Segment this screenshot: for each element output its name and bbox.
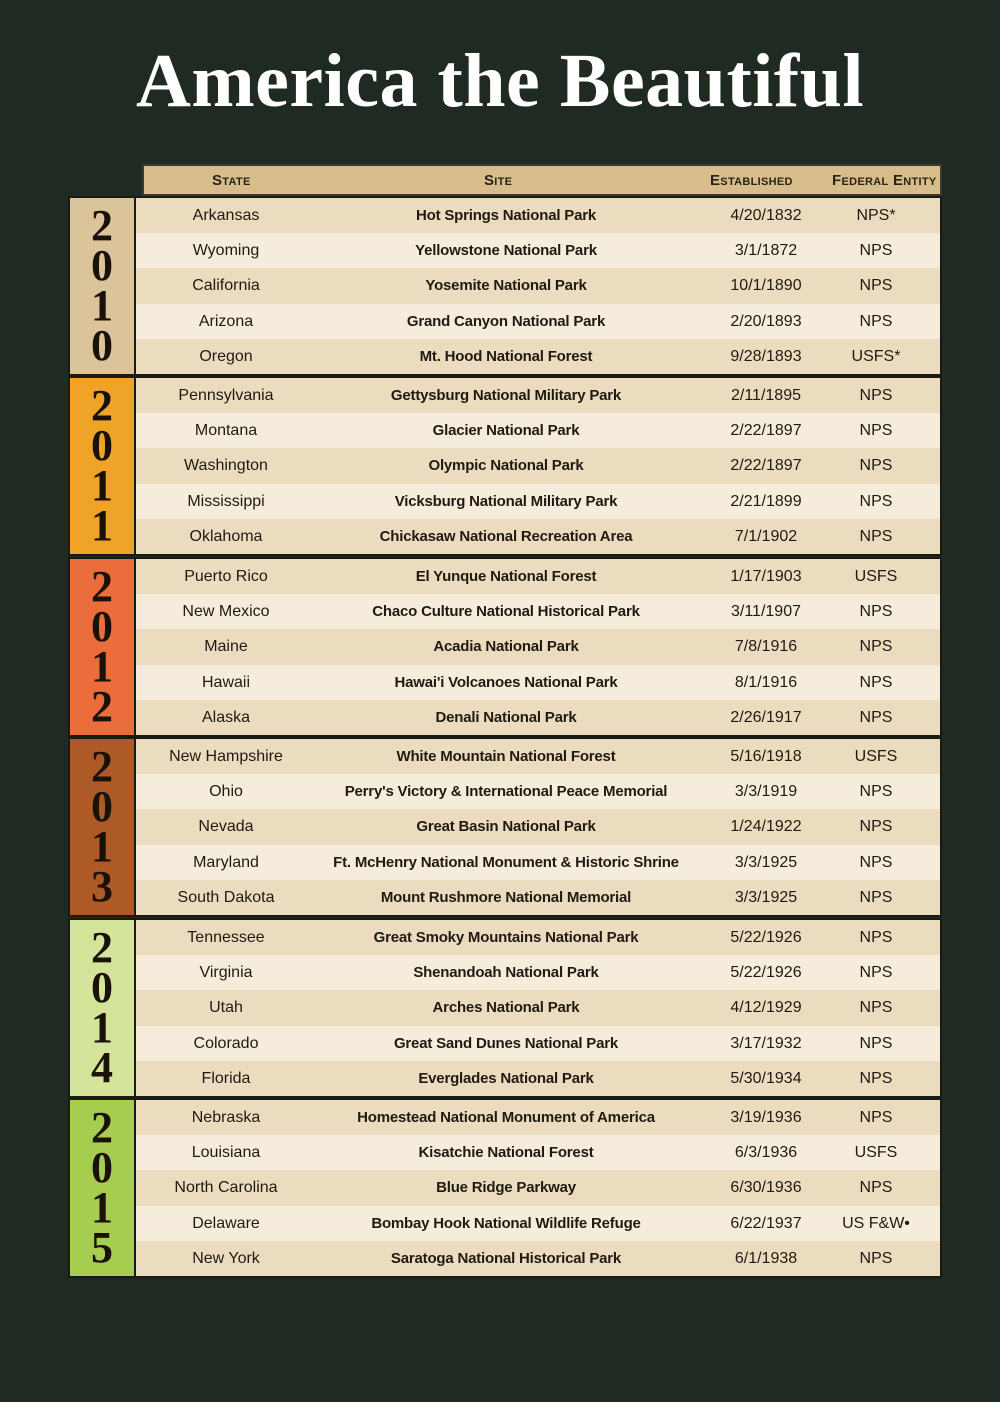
- federal-entity-cell: NPS: [859, 1034, 893, 1052]
- state-cell: North Carolina: [174, 1179, 278, 1197]
- state-cell: Ohio: [209, 783, 243, 801]
- established-cell: 2/20/1893: [730, 312, 802, 330]
- site-cell: Mount Rushmore National Memorial: [380, 888, 632, 906]
- federal-entity-cell: NPS: [859, 312, 893, 330]
- table-row: [136, 739, 940, 774]
- federal-entity-cell: US F&W•: [842, 1214, 910, 1232]
- year-digit: 2: [91, 1103, 113, 1152]
- state-cell: Delaware: [192, 1214, 260, 1232]
- state-cell: Puerto Rico: [184, 568, 268, 585]
- site-cell: Hot Springs National Park: [415, 207, 597, 224]
- federal-entity-cell: USFS: [854, 568, 898, 585]
- year-label-2012: [70, 559, 136, 735]
- state-cell: Arizona: [198, 312, 254, 330]
- table-row: [136, 1170, 940, 1205]
- site-cell: Saratoga National Historical Park: [390, 1249, 622, 1267]
- table-header: [142, 164, 942, 196]
- site-cell: Hawai'i Volcanoes National Park: [394, 673, 618, 691]
- site-cell: Grand Canyon National Park: [406, 312, 606, 330]
- site-cell: Vicksburg National Military Park: [394, 492, 618, 510]
- table-row: [136, 559, 940, 594]
- site-cell: Acadia National Park: [433, 638, 579, 656]
- year-digit: 0: [91, 421, 113, 470]
- established-cell: 6/3/1936: [734, 1144, 798, 1162]
- table-row: [136, 484, 940, 519]
- year-digit: 0: [91, 602, 113, 651]
- site-cell: Olympic National Park: [428, 457, 584, 475]
- table-row: [136, 1241, 940, 1276]
- state-cell: Maryland: [193, 853, 259, 871]
- established-cell: 3/19/1936: [730, 1109, 802, 1126]
- year-digit: 1: [91, 1183, 113, 1232]
- year-digit: 2: [91, 682, 113, 731]
- table-row: [136, 378, 940, 413]
- table-row: [136, 955, 940, 990]
- established-cell: 8/1/1916: [734, 673, 798, 691]
- year-digit: 2: [91, 562, 113, 611]
- year-block-2015: [68, 1098, 942, 1278]
- year-digit: 2: [91, 201, 113, 250]
- site-cell: Bombay Hook National Wildlife Refuge: [371, 1214, 641, 1232]
- year-digit: 5: [91, 1223, 113, 1272]
- page-title: America the Beautiful: [135, 39, 865, 123]
- state-cell: Hawaii: [201, 673, 250, 691]
- year-digit: 2: [91, 742, 113, 791]
- federal-entity-cell: NPS: [859, 1249, 893, 1267]
- federal-entity-cell: NPS: [859, 964, 893, 982]
- year-digit: 0: [91, 321, 113, 370]
- federal-entity-cell: NPS: [859, 527, 893, 545]
- federal-entity-cell: NPS: [859, 1069, 893, 1087]
- established-cell: 5/22/1926: [730, 929, 802, 946]
- established-cell: 3/3/1919: [734, 783, 798, 801]
- state-cell: Nebraska: [191, 1109, 261, 1126]
- established-cell: 5/30/1934: [730, 1069, 802, 1087]
- year-digit: 1: [91, 501, 113, 550]
- established-cell: 5/22/1926: [730, 964, 802, 982]
- table-row: [136, 448, 940, 483]
- table-row: [136, 594, 940, 629]
- established-cell: 5/16/1918: [730, 748, 802, 765]
- site-cell: Glacier National Park: [432, 422, 580, 440]
- federal-entity-cell: NPS: [859, 277, 893, 295]
- established-cell: 6/22/1937: [730, 1214, 802, 1232]
- state-cell: Alaska: [201, 708, 251, 726]
- year-digit: 1: [91, 1003, 113, 1052]
- table-row: [136, 774, 940, 809]
- site-cell: Shenandoah National Park: [413, 964, 599, 982]
- state-cell: Florida: [201, 1069, 251, 1087]
- year-digit: 2: [91, 381, 113, 430]
- year-digit: 2: [91, 923, 113, 972]
- federal-entity-cell: NPS: [859, 638, 893, 656]
- header-site: Site: [484, 172, 513, 189]
- year-digit: 0: [91, 241, 113, 290]
- federal-entity-cell: USFS: [854, 1144, 898, 1162]
- state-cell: New York: [192, 1249, 260, 1267]
- established-cell: 1/17/1903: [730, 568, 802, 585]
- state-cell: Colorado: [193, 1034, 259, 1052]
- state-cell: California: [192, 277, 260, 295]
- table-row: [136, 845, 940, 880]
- state-cell: New Hampshire: [169, 748, 283, 765]
- established-cell: 2/11/1895: [731, 387, 801, 404]
- site-cell: Mt. Hood National Forest: [419, 347, 593, 365]
- established-cell: 2/22/1897: [730, 457, 802, 475]
- established-cell: 1/24/1922: [730, 818, 802, 836]
- year-label-2010: [70, 198, 136, 374]
- federal-entity-cell: NPS: [859, 457, 893, 475]
- year-digit: 4: [91, 1043, 113, 1092]
- established-cell: 3/3/1925: [734, 888, 798, 906]
- established-cell: 3/11/1907: [731, 603, 801, 621]
- state-cell: Louisiana: [191, 1144, 261, 1162]
- year-digit: 3: [91, 862, 113, 911]
- site-cell: Gettysburg National Military Park: [390, 387, 622, 404]
- federal-entity-cell: NPS: [859, 1179, 893, 1197]
- federal-entity-cell: NPS: [859, 1109, 893, 1126]
- year-block-2014: [68, 918, 942, 1098]
- state-cell: New Mexico: [182, 603, 270, 621]
- state-cell: Arkansas: [192, 207, 260, 224]
- site-cell: Chickasaw National Recreation Area: [379, 527, 633, 545]
- state-cell: Tennessee: [187, 929, 265, 946]
- established-cell: 3/1/1872: [734, 242, 798, 260]
- header-federal-entity: Federal Entity: [832, 172, 937, 189]
- federal-entity-cell: NPS: [859, 999, 893, 1017]
- state-cell: Washington: [184, 457, 268, 475]
- site-cell: Ft. McHenry National Monument & Historic Shrine: [333, 853, 679, 871]
- site-cell: Great Basin National Park: [416, 818, 596, 836]
- state-cell: Maine: [204, 638, 248, 656]
- year-digit: 0: [91, 963, 113, 1012]
- year-label-2011: [70, 378, 136, 554]
- federal-entity-cell: NPS: [859, 242, 893, 260]
- table-row: [136, 1026, 940, 1061]
- state-cell: Nevada: [198, 818, 254, 836]
- site-cell: White Mountain National Forest: [396, 748, 616, 765]
- established-cell: 7/8/1916: [734, 638, 798, 656]
- table-row: [136, 880, 940, 915]
- year-block-2010: [68, 196, 942, 376]
- year-digit: 1: [91, 822, 113, 871]
- year-label-2015: [70, 1100, 136, 1276]
- site-cell: Blue Ridge Parkway: [436, 1179, 576, 1197]
- site-cell: El Yunque National Forest: [415, 568, 597, 585]
- established-cell: 4/20/1832: [730, 207, 802, 224]
- table-row: [136, 339, 940, 374]
- table-row: [136, 700, 940, 735]
- state-cell: Montana: [194, 422, 258, 440]
- established-cell: 10/1/1890: [730, 277, 802, 295]
- table-row: [136, 519, 940, 554]
- site-cell: Perry's Victory & International Peace Memorial: [344, 783, 668, 801]
- site-cell: Yosemite National Park: [425, 277, 587, 295]
- header-established: Established: [710, 172, 793, 189]
- table-row: [136, 1206, 940, 1241]
- site-cell: Everglades National Park: [418, 1069, 594, 1087]
- state-cell: Oregon: [199, 347, 253, 365]
- state-cell: Virginia: [199, 964, 253, 982]
- header-state: State: [212, 172, 251, 189]
- state-cell: Pennsylvania: [178, 387, 274, 404]
- table-row: [136, 1135, 940, 1170]
- year-block-2013: [68, 737, 942, 917]
- federal-entity-cell: NPS: [859, 422, 893, 440]
- site-cell: Kisatchie National Forest: [418, 1144, 594, 1162]
- table-row: [136, 413, 940, 448]
- federal-entity-cell: USFS*: [851, 347, 901, 365]
- federal-entity-cell: NPS: [859, 818, 893, 836]
- site-cell: Great Sand Dunes National Park: [393, 1034, 619, 1052]
- state-cell: Wyoming: [192, 242, 260, 260]
- year-block-2012: [68, 557, 942, 737]
- table-row: [136, 665, 940, 700]
- site-cell: Arches National Park: [432, 999, 580, 1017]
- year-digit: 1: [91, 281, 113, 330]
- state-cell: Mississippi: [187, 492, 265, 510]
- state-cell: Utah: [209, 999, 243, 1017]
- state-cell: Oklahoma: [189, 527, 263, 545]
- established-cell: 9/28/1893: [730, 347, 802, 365]
- federal-entity-cell: NPS: [859, 853, 893, 871]
- site-cell: Homestead National Monument of America: [357, 1109, 655, 1126]
- established-cell: 2/26/1917: [730, 708, 802, 726]
- table-row: [136, 629, 940, 664]
- state-cell: South Dakota: [177, 888, 275, 906]
- year-digit: 1: [91, 461, 113, 510]
- established-cell: 3/3/1925: [734, 853, 798, 871]
- site-cell: Chaco Culture National Historical Park: [372, 603, 640, 621]
- year-label-2013: [70, 739, 136, 915]
- table-row: [136, 1061, 940, 1096]
- table-row: [136, 268, 940, 303]
- year-block-2011: [68, 376, 942, 556]
- year-digit: 1: [91, 642, 113, 691]
- table-row: [136, 990, 940, 1025]
- federal-entity-cell: NPS: [859, 603, 893, 621]
- table-row: [136, 198, 940, 233]
- table-row: [136, 233, 940, 268]
- federal-entity-cell: NPS: [859, 492, 893, 510]
- established-cell: 4/12/1929: [730, 999, 802, 1017]
- federal-entity-cell: USFS: [854, 748, 898, 765]
- federal-entity-cell: NPS: [859, 783, 893, 801]
- table-row: [136, 809, 940, 844]
- table-row: [136, 304, 940, 339]
- year-label-2014: [70, 920, 136, 1096]
- established-cell: 6/30/1936: [730, 1179, 802, 1197]
- established-cell: 6/1/1938: [734, 1249, 798, 1267]
- established-cell: 3/17/1932: [730, 1034, 802, 1052]
- federal-entity-cell: NPS: [859, 888, 893, 906]
- site-cell: Yellowstone National Park: [415, 242, 597, 260]
- table-row: [136, 1100, 940, 1135]
- federal-entity-cell: NPS: [859, 929, 893, 946]
- site-cell: Denali National Park: [435, 708, 577, 726]
- federal-entity-cell: NPS: [859, 387, 893, 404]
- year-digit: 0: [91, 1143, 113, 1192]
- federal-entity-cell: NPS*: [856, 207, 896, 224]
- established-cell: 2/22/1897: [730, 422, 802, 440]
- established-cell: 2/21/1899: [730, 492, 802, 510]
- federal-entity-cell: NPS: [859, 673, 893, 691]
- table-row: [136, 920, 940, 955]
- site-cell: Great Smoky Mountains National Park: [373, 929, 639, 946]
- year-digit: 0: [91, 782, 113, 831]
- federal-entity-cell: NPS: [859, 708, 893, 726]
- established-cell: 7/1/1902: [734, 527, 798, 545]
